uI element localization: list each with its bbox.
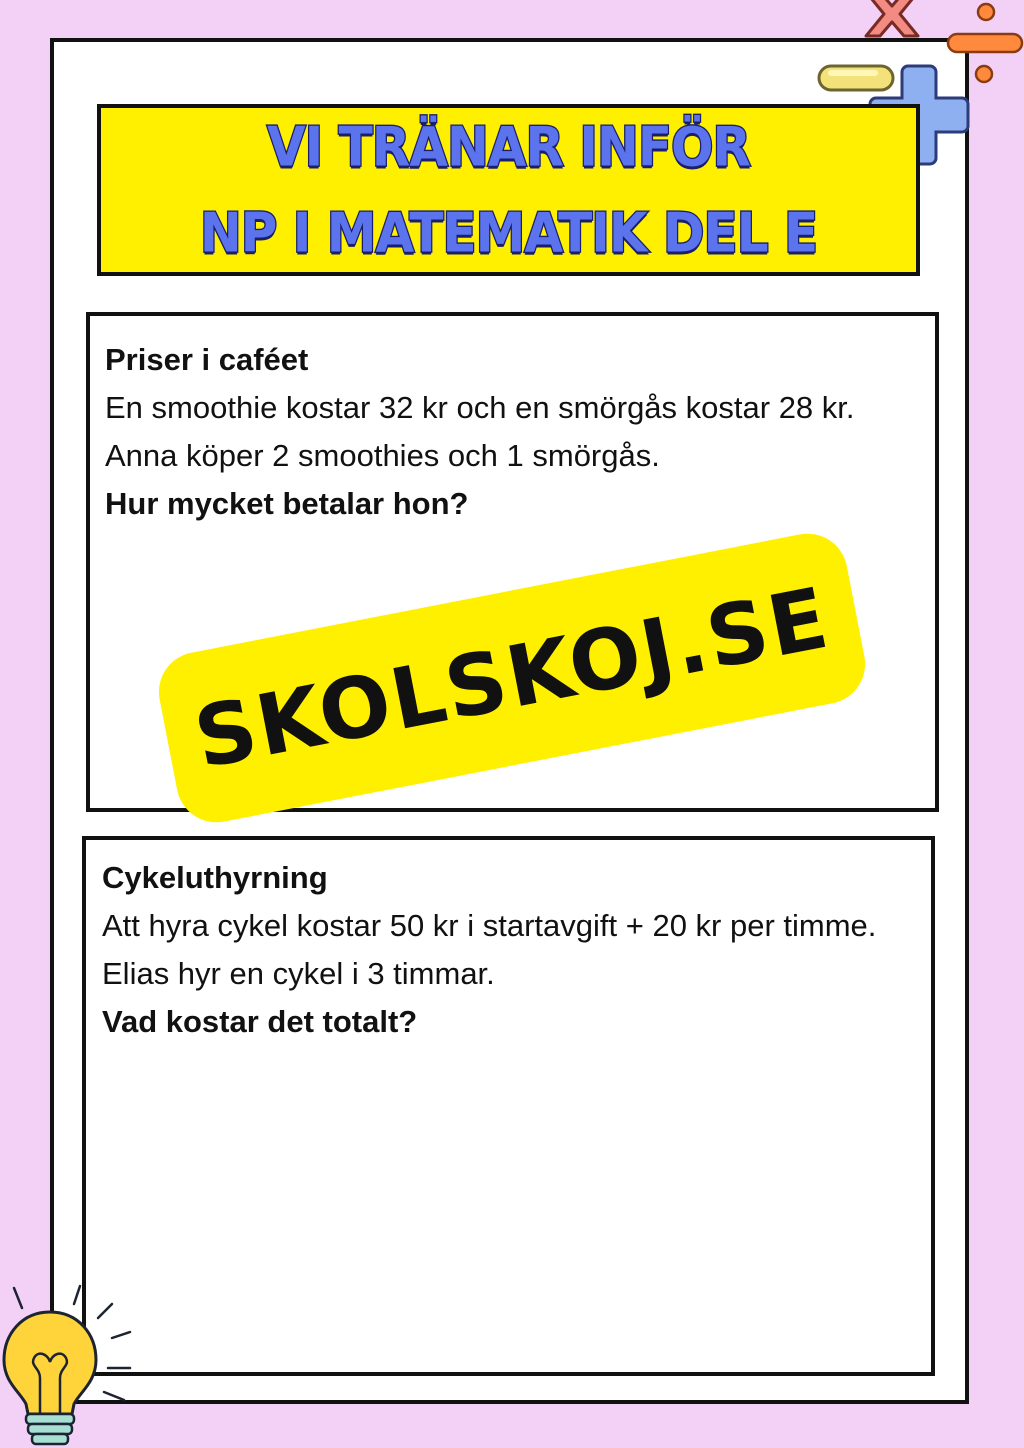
task-card-bike	[82, 836, 935, 1376]
watermark-text: SKOLSKOJ.SE	[187, 568, 837, 788]
title-banner	[97, 104, 920, 276]
task-text: Anna köper 2 smoothies och 1 smörgås.	[105, 438, 660, 473]
task-question: Hur mycket betalar hon?	[105, 486, 469, 521]
task-heading: Priser i caféet	[105, 342, 309, 377]
lightbulb-icon	[0, 1282, 140, 1448]
task-question: Vad kostar det totalt?	[102, 1004, 418, 1039]
task-text: Att hyra cykel kostar 50 kr i startavgift + 20 kr per timme.	[102, 908, 877, 943]
task-text: En smoothie kostar 32 kr och en smörgås kostar 28 kr.	[105, 390, 855, 425]
title-line-2: NP I MATEMATIK DEL E	[199, 201, 818, 265]
title-line-1: VI TRÄNAR INFÖR	[266, 115, 751, 179]
multiply-icon	[852, 0, 932, 44]
task-heading: Cykeluthyrning	[102, 860, 328, 895]
task-text: Elias hyr en cykel i 3 timmar.	[102, 956, 495, 991]
